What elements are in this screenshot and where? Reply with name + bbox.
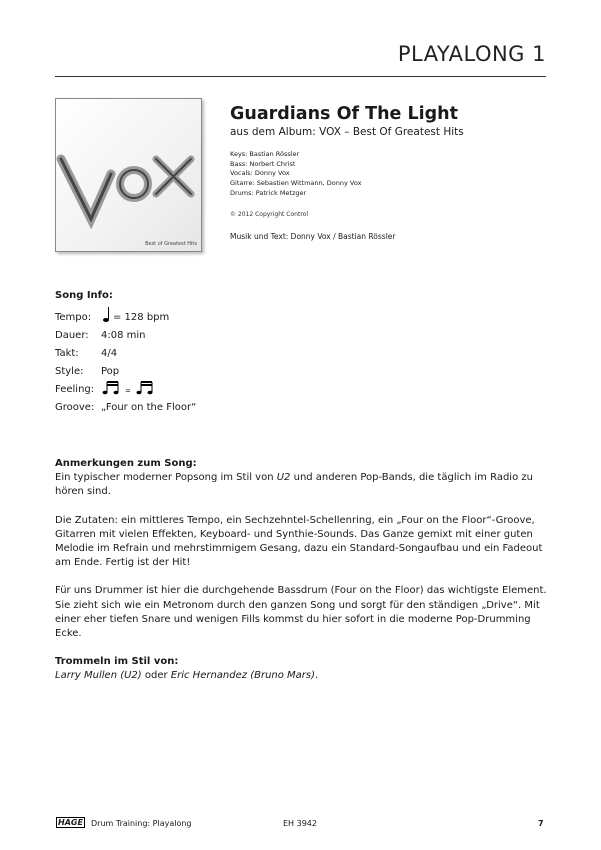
notes-heading: Anmerkungen zum Song: — [55, 458, 197, 469]
credit: Gitarre: Sebastien Wittmann, Donny Vox — [230, 179, 362, 188]
quarter-note-icon — [101, 305, 113, 323]
song-title: Guardians Of The Light — [230, 104, 459, 124]
credit: Drums: Patrick Metzger — [230, 188, 307, 197]
feeling-label: Feeling: — [55, 384, 95, 395]
page-number: 7 — [538, 819, 544, 828]
text: . — [315, 670, 319, 682]
takt-label: Takt: — [55, 348, 79, 359]
feeling-equals: = — [125, 387, 131, 395]
style-label: Style: — [55, 366, 84, 377]
sixteenth-notes-icon — [135, 379, 155, 395]
notes-section — [55, 457, 555, 684]
paragraph — [55, 471, 555, 499]
text-italic: U2 — [276, 472, 291, 484]
drummer-name: Larry Mullen (U2) — [55, 670, 142, 682]
credit: Bass: Norbert Christ — [230, 159, 296, 168]
footer-series: Drum Training: Playalong — [91, 819, 192, 828]
music-text-credit: Musik und Text: Donny Vox / Bastian Rössler — [230, 232, 396, 241]
drummers-line — [55, 669, 555, 683]
dauer-value: 4:08 min — [101, 330, 146, 341]
chapter-title: PLAYALONG 1 — [397, 42, 546, 66]
paragraph: Für uns Drummer ist hier die durchgehende Bassdrum (Four on the Floor) das wichtigste Element. Sie zieht sich wie ein Metronom durch den ganzen Song und sorgt für den ständigen „Drive“. Mit einer eher tiefen Snare und wenigen Fills kommst du hier sofort in die moderne Pop-Drumming Ecke. — [55, 585, 547, 640]
style-heading: Trommeln im Stil von: — [55, 656, 179, 668]
drummer-name: Eric Hernandez (Bruno Mars) — [170, 670, 316, 682]
album-cover — [55, 98, 202, 252]
paragraph: Die Zutaten: ein mittleres Tempo, ein Sechzehntel-Schellenring, ein „Four on the Floor“-Groove, Gitarren mit vielen Effekten, Keyboard- und Synthie-Sounds. Das Ganze gemixt mit einer guten Melodie im Refrain und mehrstimmigem Gesang, dazu ein Standard-Songaufbau und ein Fadeout am Ende. Fertig ist der Hit! — [55, 514, 543, 569]
credit: Vocals: Donny Vox — [230, 169, 290, 178]
header-rule — [55, 76, 546, 77]
tempo-label: Tempo: — [55, 312, 92, 323]
album-line: aus dem Album: VOX – Best Of Greatest Hits — [230, 126, 464, 138]
vox-logo-art — [56, 99, 201, 251]
takt-value: 4/4 — [101, 348, 118, 359]
groove-label: Groove: — [55, 402, 95, 413]
credits-list — [230, 150, 361, 199]
credit: Keys: Bastian Rössler — [230, 150, 300, 158]
footer-code: EH 3942 — [283, 819, 317, 828]
song-info — [55, 290, 196, 413]
song-info-heading: Song Info: — [55, 290, 113, 301]
dauer-label: Dauer: — [55, 330, 89, 341]
text: Ein typischer moderner Popsong im Stil von — [55, 472, 277, 484]
tempo-value: = 128 bpm — [113, 312, 170, 323]
groove-value: „Four on the Floor“ — [101, 402, 197, 413]
sixteenth-notes-icon — [101, 379, 121, 395]
copyright: © 2012 Copyright Control — [230, 211, 308, 218]
publisher-logo: HAGE — [58, 818, 83, 827]
text: oder — [141, 670, 171, 682]
text: und anderen Pop-Bands, die täglich im Radio zu hören sind. — [55, 472, 533, 498]
style-value: Pop — [101, 366, 120, 377]
cover-caption: Best of Greatest Hits — [145, 241, 197, 247]
